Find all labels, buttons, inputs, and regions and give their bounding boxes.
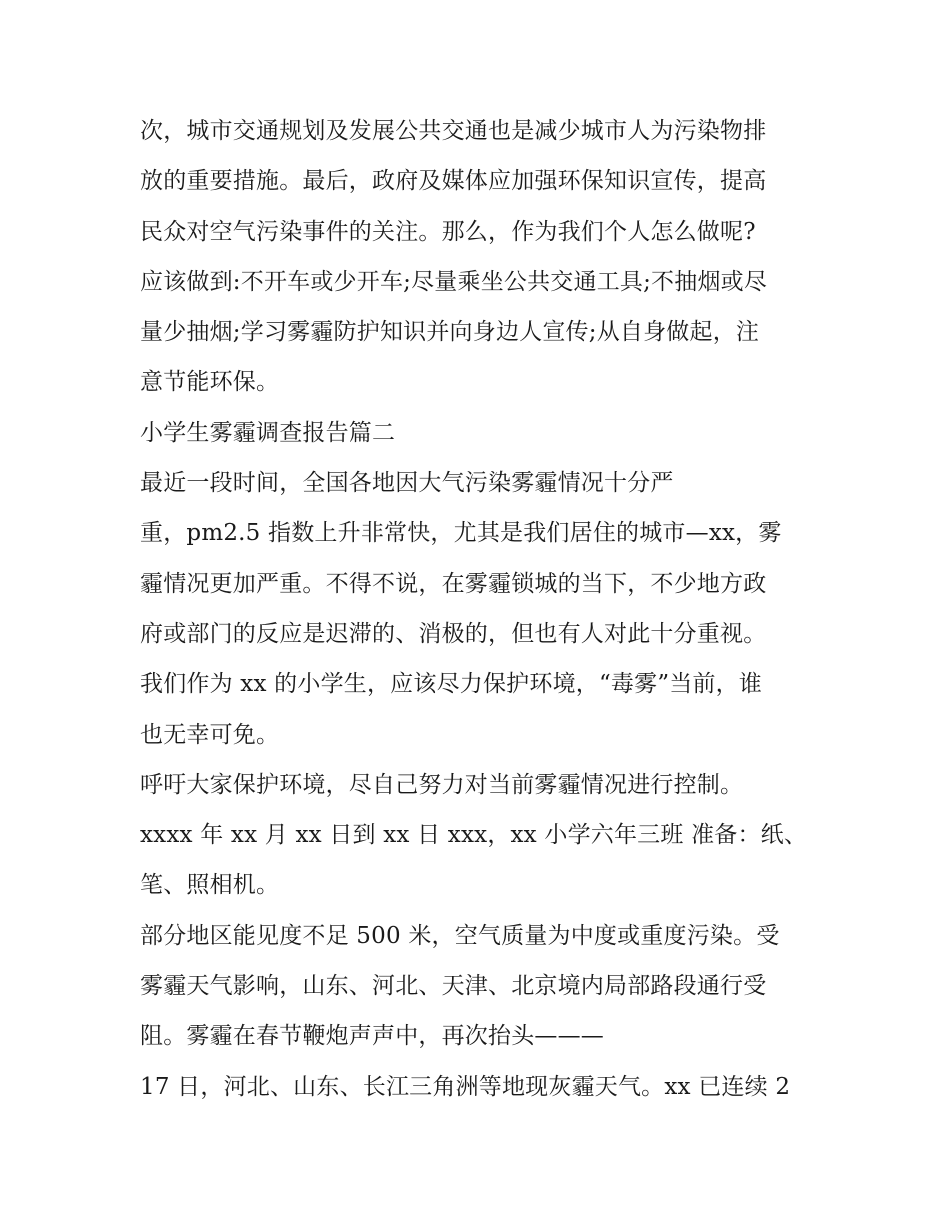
text-line-9: 重，pm2.5 指数上升非常快，尤其是我们居住的城市—xx，雾 [140, 520, 782, 547]
text-line-8: 最近一段时间，全国各地因大气污染雾霾情况十分严 [140, 470, 674, 497]
text-line-5: 量少抽烟;学习雾霾防护知识并向身边人宣传;从自身做起，注 [140, 319, 760, 346]
text-line-13: 也无幸可免。 [140, 721, 280, 748]
text-line-20: 17 日，河北、山东、长江三角洲等地现灰霾天气。xx 已连续 2 [140, 1073, 791, 1100]
text-line-3: 民众对空气污染事件的关注。那么，作为我们个人怎么做呢? [140, 218, 756, 245]
text-line-12: 我们作为 xx 的小学生，应该尽力保护环境，“毒雾”当前，谁 [140, 671, 763, 698]
text-line-16: 笔、照相机。 [140, 872, 280, 899]
text-line-11: 府或部门的反应是迟滞的、消极的，但也有人对此十分重视。 [140, 620, 767, 647]
text-line-10: 霾情况更加严重。不得不说，在雾霾锁城的当下，不少地方政 [140, 570, 767, 597]
document-body [140, 106, 820, 1112]
text-line-4: 应该做到:不开车或少开车;尽量乘坐公共交通工具;不抽烟或尽 [140, 268, 768, 295]
text-line-17: 部分地区能见度不足 500 米，空气质量为中度或重度污染。受 [140, 922, 780, 949]
text-line-14: 呼吁大家保护环境，尽自己努力对当前雾霾情况进行控制。 [140, 771, 744, 798]
section-heading: 小学生雾霾调查报告篇二 [140, 419, 396, 446]
text-line-1: 次，城市交通规划及发展公共交通也是减少城市人为污染物排 [140, 118, 767, 144]
text-line-6: 意节能环保。 [140, 369, 280, 396]
text-line-19: 阻。雾霾在春节鞭炮声声中，再次抬头——— [140, 1023, 604, 1050]
text-line-2: 放的重要措施。最后，政府及媒体应加强环保知识宣传，提高 [140, 168, 767, 195]
text-line-15: xxxx 年 xx 月 xx 日到 xx 日 xxx，xx 小学六年三班 准备：纸、 [140, 822, 808, 849]
text-line-18: 雾霾天气影响，山东、河北、天津、北京境内局部路段通行受 [140, 973, 767, 1000]
